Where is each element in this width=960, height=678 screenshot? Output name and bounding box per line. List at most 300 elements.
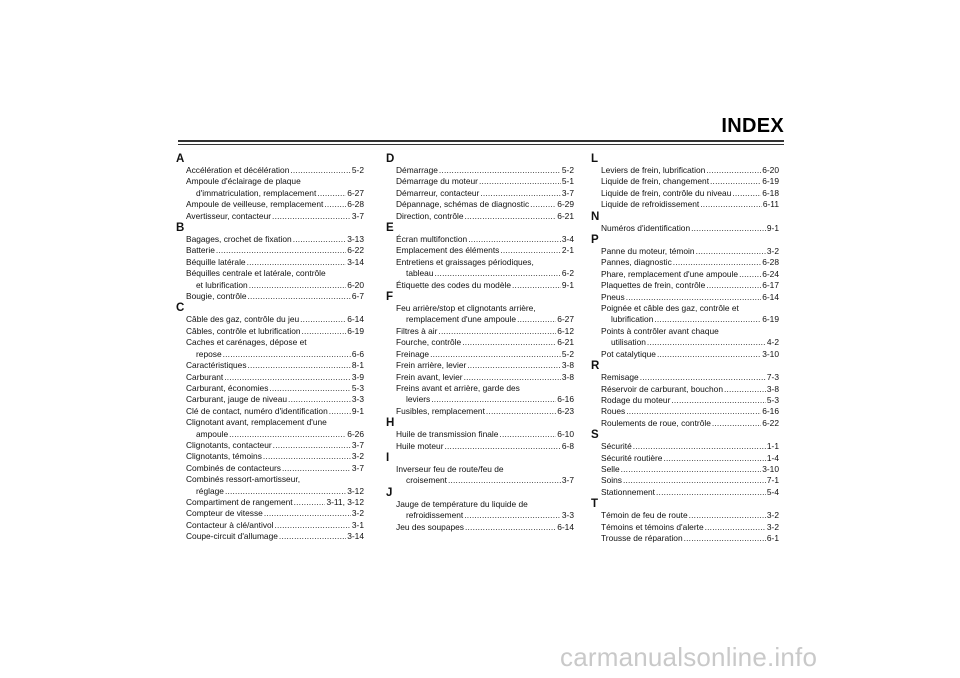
entry-text: Jauge de température du liquide de bbox=[396, 498, 528, 509]
entry-text: Pannes, diagnostic bbox=[601, 257, 672, 268]
entry-text: leviers bbox=[406, 394, 431, 405]
page-reference: 6-6 bbox=[351, 348, 364, 359]
leader-dots bbox=[706, 165, 761, 176]
index-entry bbox=[396, 360, 574, 371]
entry-text: Phare, remplacement d'une ampoule bbox=[601, 268, 739, 279]
leader-dots bbox=[448, 475, 561, 486]
page-reference: 3-3 bbox=[351, 394, 364, 405]
page-reference: 6-26 bbox=[347, 428, 364, 439]
entry-text: Frein arrière, levier bbox=[396, 360, 467, 371]
leader-dots bbox=[279, 531, 346, 542]
entry-text: Réservoir de carburant, bouchon bbox=[601, 383, 723, 394]
leader-dots bbox=[706, 280, 761, 291]
index-entry bbox=[186, 440, 364, 451]
entry-text: Carburant, économies bbox=[186, 382, 269, 393]
leader-dots bbox=[293, 234, 347, 245]
leader-dots bbox=[500, 245, 561, 256]
index-entry bbox=[396, 199, 574, 210]
page-reference: 5-2 bbox=[351, 165, 364, 175]
leader-dots bbox=[468, 234, 561, 245]
leader-dots bbox=[657, 349, 761, 360]
page-reference: 6-12 bbox=[557, 325, 574, 336]
index-entry bbox=[186, 268, 364, 291]
leader-dots bbox=[640, 372, 766, 383]
leader-dots bbox=[431, 394, 556, 405]
leader-dots bbox=[464, 510, 561, 521]
index-letter-heading: R bbox=[591, 360, 600, 373]
page-reference: 3-12 bbox=[347, 485, 364, 496]
entry-text: Entretiens et graissages périodiques, bbox=[396, 256, 534, 267]
entry-text: Témoins et témoins d'alerte bbox=[601, 521, 704, 532]
index-entry bbox=[601, 464, 779, 475]
leader-dots bbox=[225, 486, 346, 497]
index-entry bbox=[186, 508, 364, 519]
page-reference: 3-3 bbox=[561, 510, 574, 521]
index-entry bbox=[186, 406, 364, 417]
entry-text: Clé de contact, numéro d'identification bbox=[186, 405, 328, 416]
entry-text: Trousse de réparation bbox=[601, 532, 683, 543]
leader-dots bbox=[712, 418, 761, 429]
index-entry bbox=[601, 165, 779, 176]
index-entry bbox=[601, 326, 779, 349]
index-entry bbox=[396, 176, 574, 187]
index-entry bbox=[601, 418, 779, 429]
entry-text: Liquide de frein, contrôle du niveau bbox=[601, 187, 732, 198]
page-reference: 6-22 bbox=[347, 245, 364, 256]
index-entry bbox=[396, 188, 574, 199]
page-reference: 5-1 bbox=[561, 176, 574, 187]
entry-text: Selle bbox=[601, 463, 620, 474]
index-entry bbox=[601, 475, 779, 486]
page-reference: 3-11, 3-12 bbox=[326, 496, 364, 507]
leader-dots bbox=[696, 246, 766, 257]
index-letter-heading: N bbox=[591, 210, 600, 223]
entry-text: Démarrage du moteur bbox=[396, 176, 478, 187]
leader-dots bbox=[663, 453, 765, 464]
page-reference: 1-4 bbox=[766, 452, 779, 463]
index-entry bbox=[396, 303, 574, 326]
page-reference: 6-14 bbox=[557, 521, 574, 532]
entry-text: Clignotants, témoins bbox=[186, 451, 262, 462]
page-reference: 3-2 bbox=[766, 510, 779, 521]
page-reference: 3-7 bbox=[561, 187, 574, 198]
entry-text: Compteur de vitesse bbox=[186, 508, 263, 519]
entry-text: Béquilles centrale et latérale, contrôle bbox=[186, 268, 326, 279]
leader-dots bbox=[247, 257, 347, 268]
leader-dots bbox=[621, 464, 762, 475]
page-reference: 6-24 bbox=[762, 268, 779, 279]
index-letter-heading: C bbox=[176, 302, 185, 315]
index-entry bbox=[601, 223, 779, 234]
page-reference: 3-7 bbox=[351, 210, 364, 221]
page-reference: 6-23 bbox=[557, 405, 574, 416]
entry-text: refroidissement bbox=[406, 510, 464, 521]
page-reference: 5-2 bbox=[561, 348, 574, 359]
page-reference: 6-21 bbox=[557, 337, 574, 348]
index-entry bbox=[186, 245, 364, 256]
leader-dots bbox=[282, 463, 351, 474]
index-entry bbox=[396, 349, 574, 360]
index-column-2 bbox=[386, 153, 574, 533]
leader-dots bbox=[263, 451, 351, 462]
index-entry bbox=[601, 441, 779, 452]
index-entry bbox=[601, 188, 779, 199]
index-entry bbox=[601, 176, 779, 187]
index-entry bbox=[601, 257, 779, 268]
leader-dots bbox=[302, 326, 347, 337]
leader-dots bbox=[462, 337, 556, 348]
entry-text: Inverseur feu de route/feu de bbox=[396, 463, 504, 474]
index-entry bbox=[186, 165, 364, 176]
page-reference: 6-22 bbox=[762, 417, 779, 428]
entry-text: Direction, contrôle bbox=[396, 210, 464, 221]
leader-dots bbox=[439, 165, 561, 176]
entry-text: Freins avant et arrière, garde des bbox=[396, 382, 520, 393]
index-entry bbox=[601, 510, 779, 521]
index-letter-heading: S bbox=[591, 429, 599, 442]
leader-dots bbox=[673, 257, 761, 268]
index-entry bbox=[396, 245, 574, 256]
header-rule-top bbox=[178, 140, 784, 142]
entry-text: croisement bbox=[406, 475, 447, 486]
page-reference: 3-1 bbox=[351, 519, 364, 530]
leader-dots bbox=[684, 533, 766, 544]
leader-dots bbox=[269, 383, 350, 394]
index-entry bbox=[396, 326, 574, 337]
entry-text: Clignotant avant, remplacement d'une bbox=[186, 417, 327, 428]
index-entry bbox=[396, 234, 574, 245]
entry-text: Ampoule de veilleuse, remplacement bbox=[186, 199, 324, 210]
entry-text: Rodage du moteur bbox=[601, 394, 671, 405]
index-entry bbox=[186, 463, 364, 474]
leader-dots bbox=[216, 245, 346, 256]
index-entry bbox=[601, 292, 779, 303]
entry-text: Câbles, contrôle et lubrification bbox=[186, 325, 301, 336]
entry-text: Ampoule d'éclairage de plaque bbox=[186, 176, 301, 187]
leader-dots bbox=[465, 522, 556, 533]
page-reference: 6-14 bbox=[762, 291, 779, 302]
page-reference: 6-16 bbox=[557, 394, 574, 405]
entry-text: Emplacement des éléments bbox=[396, 245, 500, 256]
entry-text: Sécurité bbox=[601, 441, 632, 452]
index-entry bbox=[396, 257, 574, 280]
page-reference: 5-3 bbox=[351, 382, 364, 393]
index-letter-heading: D bbox=[386, 153, 395, 165]
entry-text: Clignotants, contacteur bbox=[186, 439, 272, 450]
entry-text: Roulements de roue, contrôle bbox=[601, 417, 711, 428]
entry-text: et lubrification bbox=[196, 279, 248, 290]
page-reference: 3-8 bbox=[561, 360, 574, 371]
page-reference: 3-2 bbox=[351, 508, 364, 519]
entry-text: lubrification bbox=[611, 314, 654, 325]
page-title: INDEX bbox=[721, 115, 784, 137]
entry-text: Écran multifonction bbox=[396, 234, 468, 245]
index-entry bbox=[396, 406, 574, 417]
index-entry bbox=[601, 522, 779, 533]
entry-text: Combinés ressort-amortisseur, bbox=[186, 474, 301, 485]
page-reference: 3-7 bbox=[351, 462, 364, 473]
leader-dots bbox=[633, 441, 766, 452]
page-reference: 5-3 bbox=[766, 394, 779, 405]
leader-dots bbox=[530, 199, 556, 210]
leader-dots bbox=[438, 326, 556, 337]
page-reference: 3-7 bbox=[351, 439, 364, 450]
entry-text: Contacteur à clé/antivol bbox=[186, 519, 274, 530]
page-reference: 6-27 bbox=[557, 314, 574, 325]
entry-text: d'immatriculation, remplacement bbox=[196, 187, 317, 198]
leader-dots bbox=[324, 199, 346, 210]
entry-text: Carburant, jauge de niveau bbox=[186, 394, 288, 405]
entry-text: Sécurité routière bbox=[601, 452, 663, 463]
index-entry bbox=[186, 417, 364, 440]
leader-dots bbox=[732, 188, 761, 199]
page-reference: 2-1 bbox=[561, 245, 574, 256]
leader-dots bbox=[647, 337, 766, 348]
leader-dots bbox=[691, 223, 766, 234]
page-reference: 3-2 bbox=[766, 246, 779, 257]
entry-text: tableau bbox=[406, 268, 434, 279]
index-letter-heading: A bbox=[176, 153, 185, 165]
entry-text: réglage bbox=[196, 485, 224, 496]
page-reference: 3-7 bbox=[561, 475, 574, 486]
leader-dots bbox=[623, 475, 766, 486]
leader-dots bbox=[700, 199, 762, 210]
entry-text: Pot catalytique bbox=[601, 348, 656, 359]
leader-dots bbox=[275, 520, 351, 531]
entry-text: Caches et carénages, dépose et bbox=[186, 337, 307, 348]
entry-text: Freinage bbox=[396, 348, 430, 359]
page-reference: 3-14 bbox=[347, 256, 364, 267]
entry-text: Stationnement bbox=[601, 486, 656, 497]
page-reference: 6-21 bbox=[557, 210, 574, 221]
index-entry bbox=[186, 497, 364, 508]
index-column-3 bbox=[591, 153, 779, 544]
page-reference: 3-8 bbox=[561, 371, 574, 382]
entry-text: Avertisseur, contacteur bbox=[186, 210, 272, 221]
page-reference: 9-1 bbox=[561, 279, 574, 290]
page-reference: 5-2 bbox=[561, 165, 574, 175]
entry-text: Poignée et câble des gaz, contrôle et bbox=[601, 303, 739, 314]
leader-dots bbox=[464, 372, 561, 383]
page-reference: 6-29 bbox=[557, 199, 574, 210]
index-entry bbox=[396, 499, 574, 522]
entry-text: Démarreur, contacteur bbox=[396, 187, 480, 198]
page-reference: 6-11 bbox=[762, 199, 779, 210]
leader-dots bbox=[467, 360, 561, 371]
index-letter-heading: B bbox=[176, 222, 185, 235]
entry-text: Plaquettes de frein, contrôle bbox=[601, 280, 706, 291]
entry-text: Batterie bbox=[186, 245, 215, 256]
index-entry bbox=[186, 314, 364, 325]
entry-text: Remisage bbox=[601, 372, 639, 383]
index-column-1 bbox=[176, 153, 364, 543]
index-entry bbox=[186, 337, 364, 360]
page-reference: 6-2 bbox=[561, 268, 574, 279]
index-entry bbox=[601, 372, 779, 383]
index-entry bbox=[601, 487, 779, 498]
leader-dots bbox=[229, 429, 346, 440]
leader-dots bbox=[290, 165, 351, 176]
leader-dots bbox=[710, 176, 761, 187]
index-entry bbox=[186, 360, 364, 371]
entry-text: Caractéristiques bbox=[186, 360, 247, 371]
index-entry bbox=[186, 199, 364, 210]
leader-dots bbox=[654, 314, 761, 325]
index-entry bbox=[601, 453, 779, 464]
page-reference: 6-8 bbox=[561, 440, 574, 451]
page-reference: 6-14 bbox=[347, 314, 364, 325]
entry-text: Leviers de frein, lubrification bbox=[601, 165, 706, 175]
entry-text: remplacement d'une ampoule bbox=[406, 314, 517, 325]
leader-dots bbox=[656, 487, 766, 498]
index-entry bbox=[186, 291, 364, 302]
leader-dots bbox=[300, 314, 346, 325]
entry-text: Étiquette des codes du modèle bbox=[396, 279, 512, 290]
page-reference: 3-2 bbox=[351, 451, 364, 462]
index-entry bbox=[186, 520, 364, 531]
entry-text: Numéros d'identification bbox=[601, 222, 691, 233]
page-reference: 8-1 bbox=[351, 360, 364, 371]
entry-text: Huile de transmission finale bbox=[396, 429, 499, 440]
entry-text: Pneus bbox=[601, 291, 625, 302]
index-entry bbox=[396, 464, 574, 487]
leader-dots bbox=[626, 292, 761, 303]
leader-dots bbox=[739, 269, 761, 280]
leader-dots bbox=[223, 349, 351, 360]
page-reference: 7-3 bbox=[766, 372, 779, 383]
page-reference: 6-19 bbox=[762, 176, 779, 187]
index-entry bbox=[186, 234, 364, 245]
index-letter-heading: L bbox=[591, 153, 599, 165]
page-reference: 6-19 bbox=[347, 325, 364, 336]
index-entry bbox=[186, 451, 364, 462]
index-entry bbox=[186, 326, 364, 337]
index-entry bbox=[396, 441, 574, 452]
index-letter-heading: E bbox=[386, 222, 394, 235]
page-reference: 4-2 bbox=[766, 337, 779, 348]
index-entry bbox=[396, 211, 574, 222]
index-entry bbox=[601, 395, 779, 406]
entry-text: Roues bbox=[601, 406, 626, 417]
entry-text: Dépannage, schémas de diagnostic bbox=[396, 199, 530, 210]
leader-dots bbox=[705, 522, 766, 533]
entry-text: Carburant bbox=[186, 371, 224, 382]
entry-text: Liquide de refroidissement bbox=[601, 199, 700, 210]
leader-dots bbox=[272, 211, 351, 222]
index-entry bbox=[186, 394, 364, 405]
index-entry bbox=[601, 349, 779, 360]
leader-dots bbox=[249, 280, 347, 291]
page-reference: 7-1 bbox=[766, 475, 779, 486]
leader-dots bbox=[465, 211, 557, 222]
entry-text: Témoin de feu de route bbox=[601, 510, 688, 521]
page-reference: 6-28 bbox=[347, 199, 364, 210]
page-reference: 6-1 bbox=[766, 532, 779, 543]
page-reference: 3-9 bbox=[351, 371, 364, 382]
leader-dots bbox=[430, 349, 561, 360]
index-letter-heading: P bbox=[591, 234, 599, 247]
leader-dots bbox=[264, 508, 351, 519]
entry-text: Combinés de contacteurs bbox=[186, 462, 281, 473]
entry-text: Huile moteur bbox=[396, 440, 444, 451]
index-letter-heading: I bbox=[386, 451, 390, 464]
leader-dots bbox=[724, 384, 766, 395]
leader-dots bbox=[444, 441, 560, 452]
entry-text: Frein avant, levier bbox=[396, 371, 463, 382]
page-reference: 6-18 bbox=[762, 187, 779, 198]
leader-dots bbox=[517, 314, 556, 325]
index-entry bbox=[186, 257, 364, 268]
index-letter-heading: J bbox=[386, 486, 393, 499]
entry-text: Coupe-circuit d'allumage bbox=[186, 531, 278, 542]
index-entry bbox=[601, 269, 779, 280]
entry-text: Démarrage bbox=[396, 165, 438, 175]
header-rule-bottom bbox=[178, 144, 784, 146]
entry-text: Filtres à air bbox=[396, 325, 438, 336]
page-reference: 6-7 bbox=[351, 291, 364, 302]
index-entry bbox=[601, 246, 779, 257]
page-reference: 9-1 bbox=[766, 222, 779, 233]
leader-dots bbox=[689, 510, 766, 521]
page-reference: 6-20 bbox=[762, 165, 779, 175]
leader-dots bbox=[248, 291, 351, 302]
leader-dots bbox=[499, 429, 556, 440]
page-reference: 6-19 bbox=[762, 314, 779, 325]
entry-text: Bagages, crochet de fixation bbox=[186, 234, 292, 245]
index-entry bbox=[601, 406, 779, 417]
page-reference: 3-2 bbox=[766, 521, 779, 532]
index-entry bbox=[186, 176, 364, 199]
entry-text: Jeu des soupapes bbox=[396, 521, 464, 532]
entry-text: Panne du moteur, témoin bbox=[601, 246, 695, 257]
entry-text: Soins bbox=[601, 475, 622, 486]
index-entry bbox=[186, 383, 364, 394]
entry-text: Fusibles, remplacement bbox=[396, 405, 485, 416]
entry-text: Liquide de frein, changement bbox=[601, 176, 710, 187]
index-entry bbox=[396, 280, 574, 291]
index-letter-heading: H bbox=[386, 417, 395, 430]
page-reference: 6-20 bbox=[347, 279, 364, 290]
leader-dots bbox=[273, 440, 351, 451]
index-entry bbox=[396, 165, 574, 176]
page-reference: 9-1 bbox=[351, 405, 364, 416]
entry-text: Béquille latérale bbox=[186, 256, 246, 267]
index-entry bbox=[396, 522, 574, 533]
entry-text: utilisation bbox=[611, 337, 646, 348]
page-reference: 3-8 bbox=[766, 383, 779, 394]
index-entry bbox=[186, 531, 364, 542]
entry-text: Bougie, contrôle bbox=[186, 291, 247, 302]
leader-dots bbox=[486, 406, 556, 417]
leader-dots bbox=[512, 280, 561, 291]
page-reference: 3-10 bbox=[762, 348, 779, 359]
leader-dots bbox=[248, 360, 351, 371]
page-reference: 3-13 bbox=[347, 234, 364, 245]
page-reference: 6-16 bbox=[762, 406, 779, 417]
leader-dots bbox=[317, 188, 346, 199]
entry-text: repose bbox=[196, 348, 222, 359]
page-reference: 6-17 bbox=[762, 280, 779, 291]
index-entry bbox=[396, 429, 574, 440]
entry-text: Accélération et décélération bbox=[186, 165, 290, 175]
entry-text: ampoule bbox=[196, 428, 229, 439]
index-entry bbox=[186, 474, 364, 497]
entry-text: Fourche, contrôle bbox=[396, 337, 462, 348]
index-entry bbox=[396, 337, 574, 348]
index-entry bbox=[601, 280, 779, 291]
index-entry bbox=[601, 199, 779, 210]
leader-dots bbox=[626, 406, 761, 417]
